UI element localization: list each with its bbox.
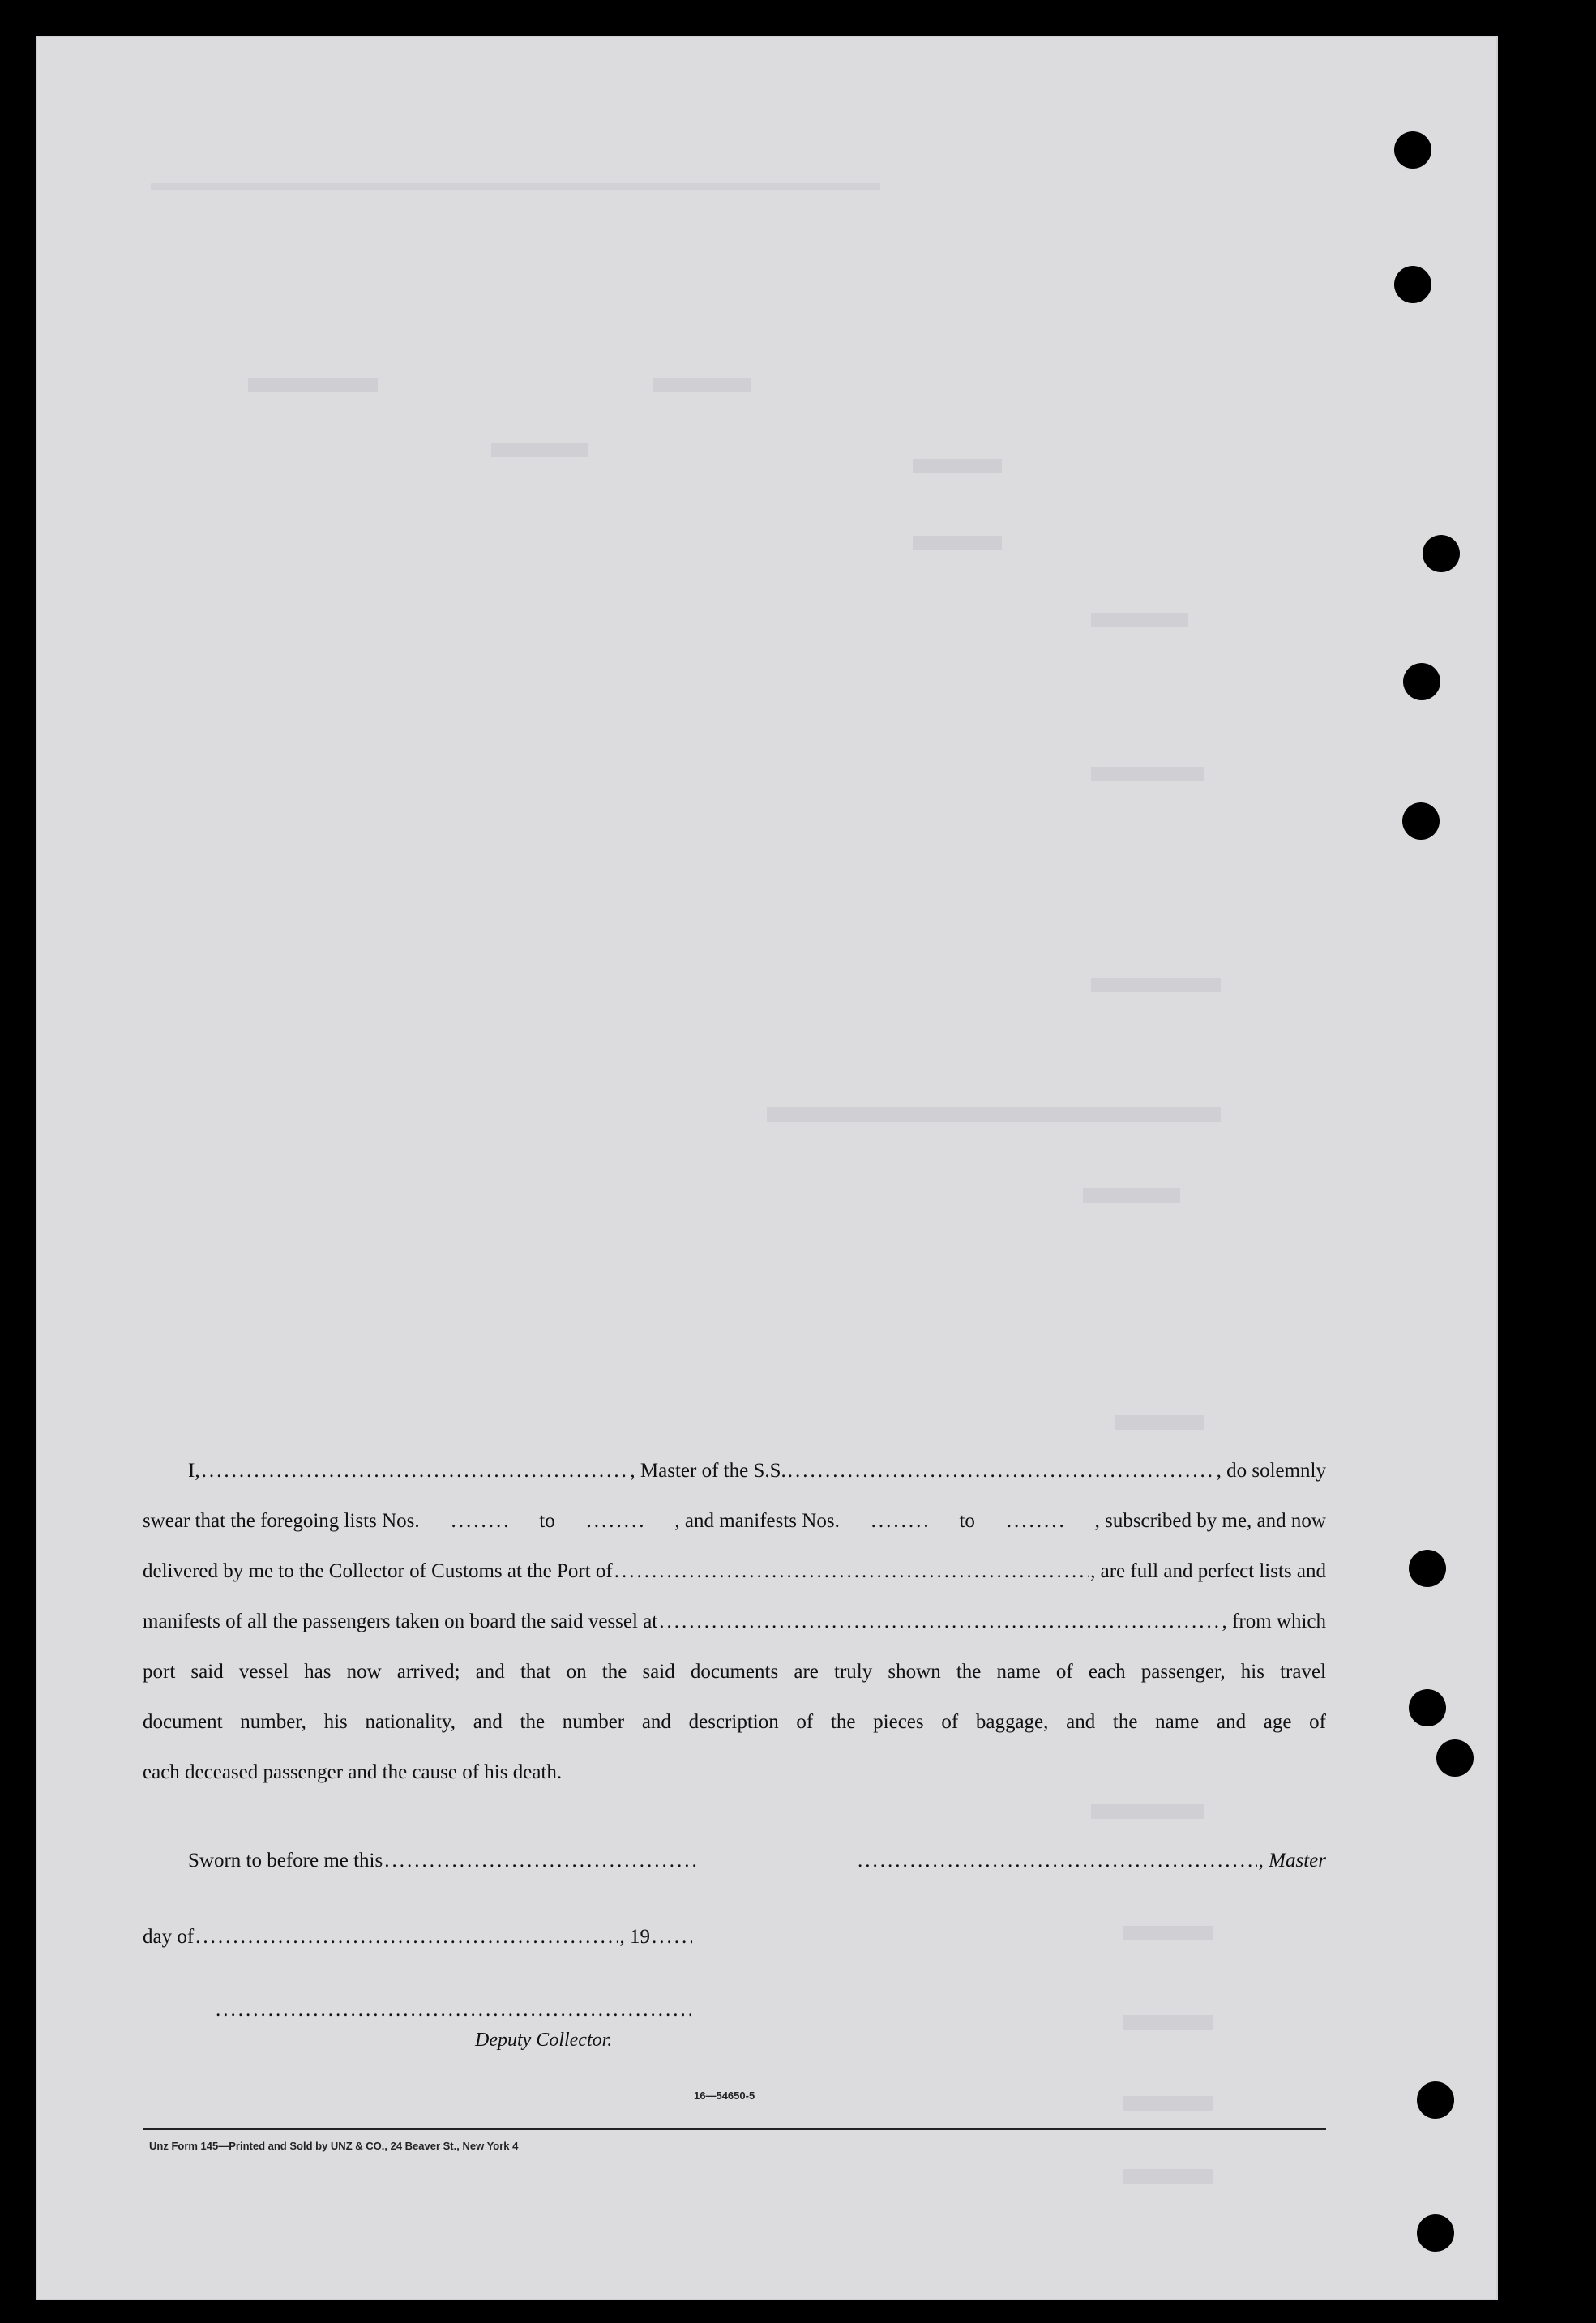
blank-sworn-date: [384, 1850, 697, 1872]
oath-line-7: [143, 1761, 1326, 1812]
sworn-label: Sworn to before me this: [188, 1850, 383, 1872]
punch-hole: [1409, 1550, 1446, 1587]
oath-text: to: [959, 1510, 975, 1532]
sworn-line: [188, 1850, 699, 1872]
blank-manifest-from: [871, 1510, 928, 1533]
footer-rule: [143, 2128, 1326, 2130]
punch-hole: [1394, 131, 1431, 169]
punch-hole: [1417, 2081, 1454, 2119]
document-sheet: [36, 36, 1498, 2300]
oath-line-3: [143, 1560, 1326, 1611]
oath-text: port said vessel has now arrived; and that on the said documents are truly shown the name of each passenger, his travel: [143, 1661, 1326, 1683]
blank-master-signature: [858, 1850, 1257, 1872]
oath-text: document number, his nationality, and the number and description of the pieces of baggage, and the name and age of: [143, 1711, 1326, 1733]
oath-text: , subscribed by me, and now: [1094, 1510, 1326, 1532]
blank-year: [652, 1926, 692, 1949]
oath-text: manifests of all the passengers taken on board the said vessel at: [143, 1611, 658, 1632]
blank-list-to: [587, 1510, 644, 1533]
oath-line-2: [143, 1510, 1326, 1560]
blank-vessel-name: [788, 1460, 1215, 1482]
day-of-label: day of: [143, 1926, 195, 1948]
punch-hole: [1394, 266, 1431, 303]
year-label: , 19: [619, 1926, 650, 1948]
master-label: , Master: [1258, 1850, 1326, 1872]
punch-hole: [1417, 2214, 1454, 2252]
master-signature-line: [856, 1850, 1326, 1872]
form-code: 16—54650-5: [694, 2090, 755, 2102]
oath-text: each deceased passenger and the cause of his death.: [143, 1761, 563, 1783]
punch-hole: [1436, 1739, 1474, 1777]
oath-text: to: [539, 1510, 555, 1532]
deputy-collector-label: Deputy Collector.: [475, 2030, 613, 2051]
blank-embarkation-port: [659, 1611, 1220, 1633]
oath-text: , from which: [1222, 1611, 1326, 1632]
punch-hole: [1403, 663, 1440, 700]
collector-signature-line: [214, 1999, 692, 2021]
oath-line-1: [143, 1460, 1326, 1510]
oath-line-4: [143, 1611, 1326, 1661]
oath-line-6: [143, 1711, 1326, 1761]
oath-text: I,: [188, 1460, 200, 1482]
oath-text: swear that the foregoing lists Nos.: [143, 1510, 420, 1532]
blank-port: [614, 1560, 1089, 1583]
oath-text: , and manifests Nos.: [674, 1510, 840, 1532]
oath-line-5: [143, 1661, 1326, 1711]
punch-hole: [1402, 802, 1440, 840]
oath-text: , Master of the S.S.: [630, 1460, 786, 1482]
footer-printer-note: Unz Form 145—Printed and Sold by UNZ & CO., 24 Beaver St., New York 4: [149, 2140, 519, 2152]
blank-day-of: [195, 1926, 618, 1949]
blank-master-name: [202, 1460, 629, 1482]
punch-hole: [1409, 1689, 1446, 1726]
blank-manifest-to: [1007, 1510, 1063, 1533]
day-of-line: [143, 1926, 694, 1949]
oath-text: delivered by me to the Collector of Customs at the Port of: [143, 1560, 613, 1582]
oath-paragraph: [143, 1460, 1326, 1812]
oath-text: , are full and perfect lists and: [1090, 1560, 1326, 1582]
oath-text: , do solemnly: [1216, 1460, 1327, 1482]
blank-collector-signature: [216, 1999, 691, 2021]
blank-list-from: [451, 1510, 507, 1533]
punch-hole: [1423, 535, 1460, 572]
